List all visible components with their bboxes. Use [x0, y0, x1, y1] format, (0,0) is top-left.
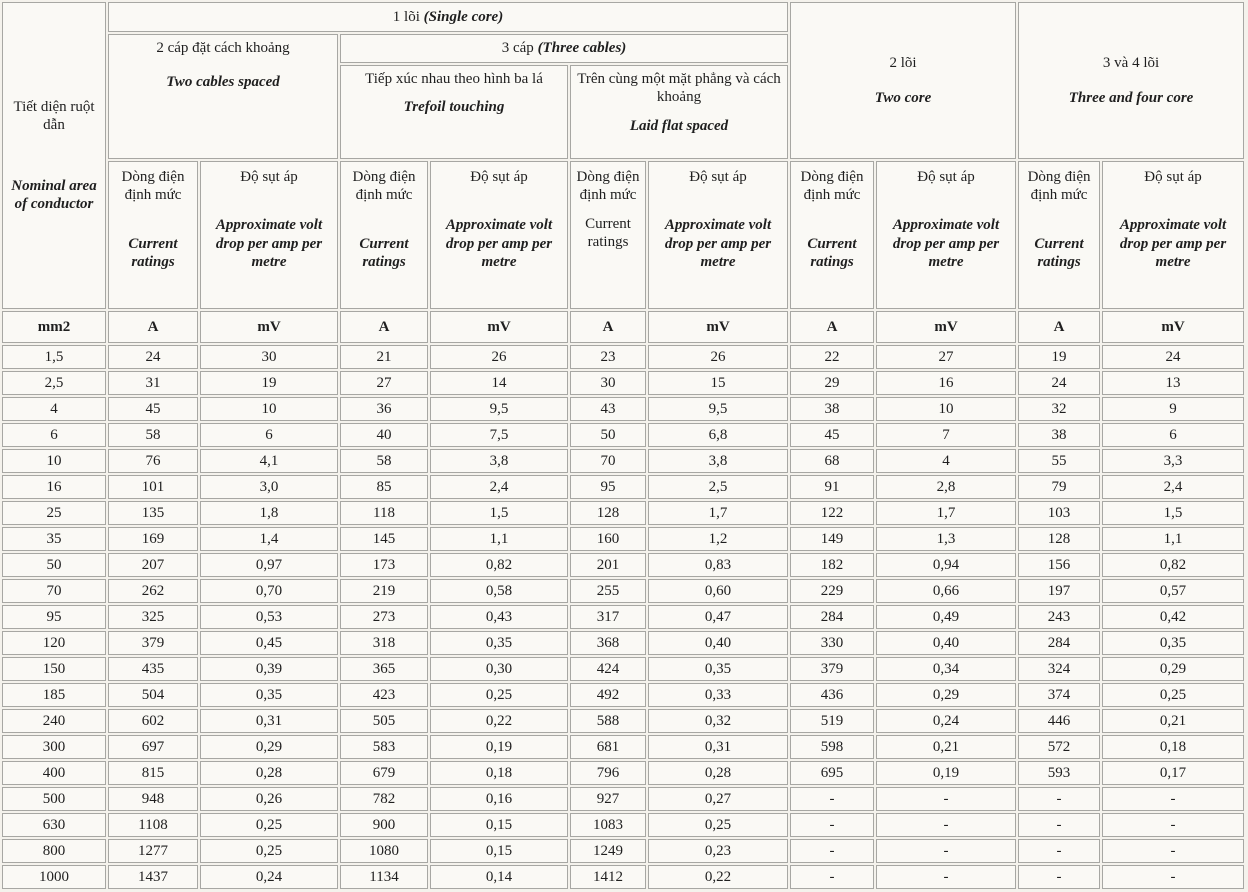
header-row-4: [2, 161, 1244, 309]
value-cell: 679: [340, 761, 428, 785]
value-cell: 7: [876, 423, 1016, 447]
value-cell: 379: [790, 657, 874, 681]
value-cell: 0,17: [1102, 761, 1244, 785]
value-cell: 368: [570, 631, 646, 655]
group-header-three-four-core: 3 và 4 lõi Three and four core: [1018, 2, 1244, 159]
value-cell: 0,83: [648, 553, 788, 577]
value-cell: 23: [570, 345, 646, 369]
value-cell: 1,3: [876, 527, 1016, 551]
value-cell: 1,5: [1102, 501, 1244, 525]
value-cell: 45: [790, 423, 874, 447]
units-cell-area: mm2: [2, 311, 106, 343]
value-cell: 0,60: [648, 579, 788, 603]
value-cell: 0,82: [430, 553, 568, 577]
value-cell: 9,5: [648, 397, 788, 421]
value-cell: 0,15: [430, 813, 568, 837]
value-cell: 30: [200, 345, 338, 369]
value-cell: -: [1018, 865, 1100, 889]
table-row: [2, 501, 1244, 525]
value-cell: 0,40: [876, 631, 1016, 655]
value-cell: 169: [108, 527, 198, 551]
value-cell: 0,49: [876, 605, 1016, 629]
value-cell: 0,45: [200, 631, 338, 655]
value-cell: 374: [1018, 683, 1100, 707]
corner-header-cell: [2, 2, 106, 309]
value-cell: 32: [1018, 397, 1100, 421]
value-cell: 30: [570, 371, 646, 395]
value-cell: 681: [570, 735, 646, 759]
value-cell: 782: [340, 787, 428, 811]
value-cell: 284: [1018, 631, 1100, 655]
col-header-current-two-core: Dòng điện định mức Current ratings: [790, 161, 874, 309]
value-cell: 160: [570, 527, 646, 551]
value-cell: 6: [1102, 423, 1244, 447]
value-cell: 0,16: [430, 787, 568, 811]
col-header-current-three-four-core: Dòng điện định mức Current ratings: [1018, 161, 1100, 309]
value-cell: 3,8: [648, 449, 788, 473]
value-cell: 4: [876, 449, 1016, 473]
value-cell: 519: [790, 709, 874, 733]
units-cell: mV: [1102, 311, 1244, 343]
value-cell: 504: [108, 683, 198, 707]
value-cell: 0,35: [648, 657, 788, 681]
value-cell: 0,53: [200, 605, 338, 629]
value-cell: 0,25: [430, 683, 568, 707]
value-cell: 0,66: [876, 579, 1016, 603]
value-cell: 436: [790, 683, 874, 707]
table-row: [2, 423, 1244, 447]
row-header-cell: 10: [2, 449, 106, 473]
value-cell: 182: [790, 553, 874, 577]
table-row: [2, 735, 1244, 759]
value-cell: 2,5: [648, 475, 788, 499]
value-cell: 15: [648, 371, 788, 395]
value-cell: 0,33: [648, 683, 788, 707]
value-cell: 2,4: [430, 475, 568, 499]
value-cell: 1,1: [430, 527, 568, 551]
value-cell: 815: [108, 761, 198, 785]
row-header-cell: 120: [2, 631, 106, 655]
value-cell: 156: [1018, 553, 1100, 577]
value-cell: 27: [876, 345, 1016, 369]
value-cell: 1249: [570, 839, 646, 863]
value-cell: 0,40: [648, 631, 788, 655]
value-cell: 229: [790, 579, 874, 603]
value-cell: 424: [570, 657, 646, 681]
value-cell: 58: [340, 449, 428, 473]
header-row-1: [2, 2, 1244, 32]
value-cell: 446: [1018, 709, 1100, 733]
col-header-voltdrop-two-core: Độ sụt áp Approximate volt drop per amp per metre: [876, 161, 1016, 309]
value-cell: -: [790, 865, 874, 889]
group-header-laid-flat: Trên cùng một mặt phẳng và cách khoảng Laid flat spaced: [570, 65, 788, 159]
value-cell: 330: [790, 631, 874, 655]
table-row: [2, 839, 1244, 863]
value-cell: 58: [108, 423, 198, 447]
value-cell: 135: [108, 501, 198, 525]
value-cell: 0,97: [200, 553, 338, 577]
value-cell: 38: [1018, 423, 1100, 447]
row-header-cell: 800: [2, 839, 106, 863]
table-row: [2, 449, 1244, 473]
value-cell: 0,47: [648, 605, 788, 629]
value-cell: 0,58: [430, 579, 568, 603]
units-cell: A: [570, 311, 646, 343]
value-cell: 24: [1102, 345, 1244, 369]
table-row: [2, 787, 1244, 811]
value-cell: 0,22: [648, 865, 788, 889]
value-cell: -: [1018, 813, 1100, 837]
row-header-cell: 1,5: [2, 345, 106, 369]
value-cell: 0,14: [430, 865, 568, 889]
row-header-cell: 25: [2, 501, 106, 525]
value-cell: 3,0: [200, 475, 338, 499]
value-cell: 505: [340, 709, 428, 733]
value-cell: 70: [570, 449, 646, 473]
table-row: [2, 371, 1244, 395]
row-header-cell: 95: [2, 605, 106, 629]
value-cell: 0,82: [1102, 553, 1244, 577]
value-cell: 45: [108, 397, 198, 421]
value-cell: 318: [340, 631, 428, 655]
table-head-rows: [2, 2, 1244, 343]
value-cell: 0,25: [200, 839, 338, 863]
value-cell: 55: [1018, 449, 1100, 473]
value-cell: -: [1018, 787, 1100, 811]
table-row: [2, 865, 1244, 889]
value-cell: 695: [790, 761, 874, 785]
value-cell: 0,28: [648, 761, 788, 785]
value-cell: 173: [340, 553, 428, 577]
value-cell: 1,8: [200, 501, 338, 525]
value-cell: 122: [790, 501, 874, 525]
value-cell: 85: [340, 475, 428, 499]
row-header-cell: 630: [2, 813, 106, 837]
row-header-cell: 6: [2, 423, 106, 447]
value-cell: 365: [340, 657, 428, 681]
table-row: [2, 709, 1244, 733]
value-cell: 2,4: [1102, 475, 1244, 499]
value-cell: 0,32: [648, 709, 788, 733]
value-cell: 1,7: [648, 501, 788, 525]
value-cell: 317: [570, 605, 646, 629]
value-cell: 79: [1018, 475, 1100, 499]
units-cell: A: [790, 311, 874, 343]
value-cell: 423: [340, 683, 428, 707]
table-row: [2, 579, 1244, 603]
value-cell: 1,7: [876, 501, 1016, 525]
value-cell: 0,43: [430, 605, 568, 629]
group-header-two-spaced: 2 cáp đặt cách khoảng Two cables spaced: [108, 34, 338, 159]
row-header-cell: 35: [2, 527, 106, 551]
value-cell: 1134: [340, 865, 428, 889]
value-cell: 13: [1102, 371, 1244, 395]
value-cell: 6: [200, 423, 338, 447]
table-row: [2, 345, 1244, 369]
group-header-single-core: 1 lõi (Single core): [108, 2, 788, 32]
value-cell: 0,19: [430, 735, 568, 759]
value-cell: 0,25: [648, 813, 788, 837]
row-header-cell: 16: [2, 475, 106, 499]
value-cell: 796: [570, 761, 646, 785]
value-cell: -: [1102, 865, 1244, 889]
value-cell: 19: [1018, 345, 1100, 369]
value-cell: -: [876, 813, 1016, 837]
value-cell: 1277: [108, 839, 198, 863]
col-header-voltdrop-trefoil: Độ sụt áp Approximate volt drop per amp per metre: [430, 161, 568, 309]
value-cell: 0,30: [430, 657, 568, 681]
value-cell: 583: [340, 735, 428, 759]
col-header-voltdrop-three-four-core: Độ sụt áp Approximate volt drop per amp per metre: [1102, 161, 1244, 309]
value-cell: 27: [340, 371, 428, 395]
value-cell: 10: [200, 397, 338, 421]
corner-label-en: Nominal area of conductor: [11, 177, 97, 212]
value-cell: 900: [340, 813, 428, 837]
value-cell: 593: [1018, 761, 1100, 785]
value-cell: -: [876, 839, 1016, 863]
value-cell: 572: [1018, 735, 1100, 759]
value-cell: 0,26: [200, 787, 338, 811]
value-cell: 1083: [570, 813, 646, 837]
value-cell: -: [876, 865, 1016, 889]
value-cell: -: [1102, 813, 1244, 837]
value-cell: 0,39: [200, 657, 338, 681]
table-row: [2, 527, 1244, 551]
value-cell: 243: [1018, 605, 1100, 629]
table-row: [2, 475, 1244, 499]
value-cell: 0,24: [876, 709, 1016, 733]
table-row: [2, 657, 1244, 681]
value-cell: 0,23: [648, 839, 788, 863]
value-cell: 128: [570, 501, 646, 525]
value-cell: 3,8: [430, 449, 568, 473]
group-header-trefoil: Tiếp xúc nhau theo hình ba lá Trefoil touching: [340, 65, 568, 159]
value-cell: 118: [340, 501, 428, 525]
value-cell: 927: [570, 787, 646, 811]
value-cell: 201: [570, 553, 646, 577]
row-header-cell: 2,5: [2, 371, 106, 395]
corner-label-vi: Tiết diện ruột dẫn: [13, 98, 95, 134]
value-cell: 101: [108, 475, 198, 499]
value-cell: 1,5: [430, 501, 568, 525]
col-header-voltdrop-two-spaced: Độ sụt áp Approximate volt drop per amp per metre: [200, 161, 338, 309]
value-cell: 0,21: [876, 735, 1016, 759]
units-cell: A: [1018, 311, 1100, 343]
value-cell: 1080: [340, 839, 428, 863]
value-cell: 149: [790, 527, 874, 551]
table-row: [2, 683, 1244, 707]
value-cell: 0,15: [430, 839, 568, 863]
value-cell: 0,94: [876, 553, 1016, 577]
units-row: [2, 311, 1244, 343]
value-cell: 6,8: [648, 423, 788, 447]
value-cell: 76: [108, 449, 198, 473]
units-cell: mV: [200, 311, 338, 343]
value-cell: 0,34: [876, 657, 1016, 681]
value-cell: -: [790, 813, 874, 837]
row-header-cell: 50: [2, 553, 106, 577]
table-row: [2, 397, 1244, 421]
value-cell: 103: [1018, 501, 1100, 525]
value-cell: 0,25: [1102, 683, 1244, 707]
value-cell: 197: [1018, 579, 1100, 603]
value-cell: 0,70: [200, 579, 338, 603]
col-header-voltdrop-laid-flat: Độ sụt áp Approximate volt drop per amp per metre: [648, 161, 788, 309]
col-header-current-laid-flat: Dòng điện định mức Current ratings: [570, 161, 646, 309]
value-cell: 379: [108, 631, 198, 655]
value-cell: 21: [340, 345, 428, 369]
value-cell: 1108: [108, 813, 198, 837]
value-cell: 0,27: [648, 787, 788, 811]
value-cell: 0,57: [1102, 579, 1244, 603]
row-header-cell: 400: [2, 761, 106, 785]
value-cell: 0,35: [430, 631, 568, 655]
value-cell: 1,2: [648, 527, 788, 551]
value-cell: 324: [1018, 657, 1100, 681]
value-cell: 492: [570, 683, 646, 707]
table-row: [2, 813, 1244, 837]
row-header-cell: 500: [2, 787, 106, 811]
units-cell: mV: [876, 311, 1016, 343]
value-cell: 697: [108, 735, 198, 759]
value-cell: 219: [340, 579, 428, 603]
units-cell: A: [340, 311, 428, 343]
value-cell: -: [790, 839, 874, 863]
value-cell: 0,22: [430, 709, 568, 733]
value-cell: 31: [108, 371, 198, 395]
value-cell: 24: [108, 345, 198, 369]
value-cell: 0,21: [1102, 709, 1244, 733]
value-cell: 1412: [570, 865, 646, 889]
value-cell: 284: [790, 605, 874, 629]
value-cell: 14: [430, 371, 568, 395]
row-header-cell: 150: [2, 657, 106, 681]
value-cell: 128: [1018, 527, 1100, 551]
value-cell: 602: [108, 709, 198, 733]
value-cell: 0,29: [200, 735, 338, 759]
group-header-three-cables: 3 cáp (Three cables): [340, 34, 788, 63]
value-cell: 0,31: [200, 709, 338, 733]
table-row: [2, 631, 1244, 655]
value-cell: 0,29: [876, 683, 1016, 707]
value-cell: 0,19: [876, 761, 1016, 785]
row-header-cell: 240: [2, 709, 106, 733]
value-cell: 4,1: [200, 449, 338, 473]
value-cell: 0,29: [1102, 657, 1244, 681]
value-cell: 16: [876, 371, 1016, 395]
value-cell: 435: [108, 657, 198, 681]
row-header-cell: 4: [2, 397, 106, 421]
value-cell: 91: [790, 475, 874, 499]
value-cell: 24: [1018, 371, 1100, 395]
value-cell: 95: [570, 475, 646, 499]
value-cell: 948: [108, 787, 198, 811]
value-cell: 50: [570, 423, 646, 447]
value-cell: 26: [648, 345, 788, 369]
value-cell: 38: [790, 397, 874, 421]
row-header-cell: 70: [2, 579, 106, 603]
table-row: [2, 761, 1244, 785]
col-header-current-two-spaced: Dòng điện định mức Current ratings: [108, 161, 198, 309]
group-header-two-core: 2 lõi Two core: [790, 2, 1016, 159]
value-cell: 0,28: [200, 761, 338, 785]
value-cell: 7,5: [430, 423, 568, 447]
value-cell: 0,25: [200, 813, 338, 837]
units-cell: mV: [648, 311, 788, 343]
value-cell: 1,1: [1102, 527, 1244, 551]
value-cell: -: [1102, 839, 1244, 863]
value-cell: 1,4: [200, 527, 338, 551]
value-cell: 0,31: [648, 735, 788, 759]
units-cell: mV: [430, 311, 568, 343]
value-cell: 0,42: [1102, 605, 1244, 629]
value-cell: 273: [340, 605, 428, 629]
row-header-cell: 300: [2, 735, 106, 759]
value-cell: 0,35: [200, 683, 338, 707]
value-cell: 325: [108, 605, 198, 629]
value-cell: 22: [790, 345, 874, 369]
value-cell: 598: [790, 735, 874, 759]
value-cell: 68: [790, 449, 874, 473]
table-body: [2, 345, 1244, 889]
value-cell: 3,3: [1102, 449, 1244, 473]
row-header-cell: 1000: [2, 865, 106, 889]
value-cell: 19: [200, 371, 338, 395]
value-cell: -: [790, 787, 874, 811]
value-cell: 0,18: [430, 761, 568, 785]
value-cell: 26: [430, 345, 568, 369]
value-cell: 207: [108, 553, 198, 577]
value-cell: 29: [790, 371, 874, 395]
value-cell: 2,8: [876, 475, 1016, 499]
value-cell: 9: [1102, 397, 1244, 421]
value-cell: 262: [108, 579, 198, 603]
value-cell: 1437: [108, 865, 198, 889]
table-row: [2, 605, 1244, 629]
value-cell: 43: [570, 397, 646, 421]
value-cell: 0,24: [200, 865, 338, 889]
col-header-current-trefoil: Dòng điện định mức Current ratings: [340, 161, 428, 309]
value-cell: -: [876, 787, 1016, 811]
value-cell: 255: [570, 579, 646, 603]
value-cell: 0,18: [1102, 735, 1244, 759]
value-cell: 10: [876, 397, 1016, 421]
value-cell: 145: [340, 527, 428, 551]
value-cell: 9,5: [430, 397, 568, 421]
value-cell: -: [1018, 839, 1100, 863]
value-cell: 40: [340, 423, 428, 447]
value-cell: 588: [570, 709, 646, 733]
value-cell: -: [1102, 787, 1244, 811]
table-row: [2, 553, 1244, 577]
value-cell: 36: [340, 397, 428, 421]
units-cell: A: [108, 311, 198, 343]
row-header-cell: 185: [2, 683, 106, 707]
value-cell: 0,35: [1102, 631, 1244, 655]
